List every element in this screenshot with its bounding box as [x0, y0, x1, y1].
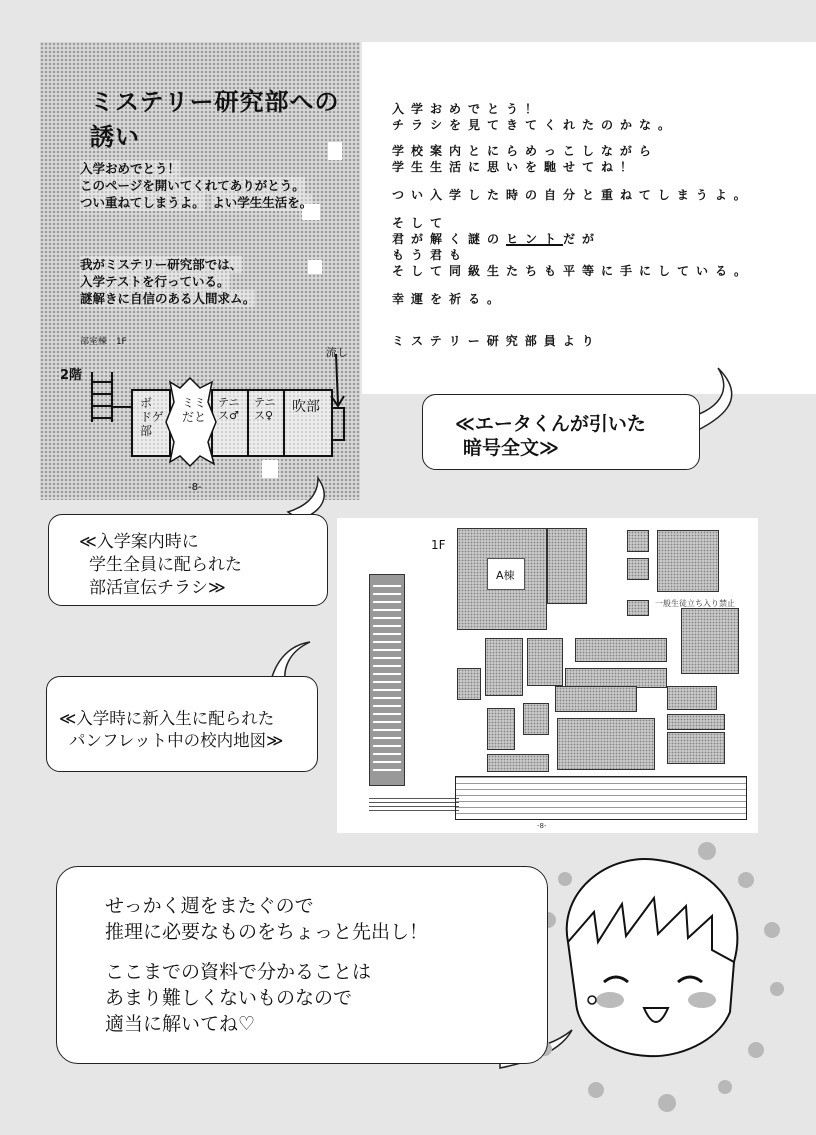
building: [667, 686, 717, 710]
cipher-line: そして同級生たちも平等に手にしている。: [392, 264, 754, 278]
cipher-line: もう君も: [392, 248, 469, 262]
author-note-bubble: [56, 866, 548, 1064]
building: [627, 530, 649, 552]
page-number: -8-: [537, 822, 547, 830]
caption-line: ≪エータくんが引いた: [455, 413, 646, 435]
building: [527, 638, 563, 686]
building-a-hall: [487, 558, 525, 590]
room-label: テニス♂: [218, 396, 240, 422]
flyer-line: 謎解きに自信のある人間求ム。: [80, 291, 256, 306]
building: [523, 703, 549, 735]
caption-line: 暗号全文≫: [463, 437, 559, 459]
building: [575, 638, 667, 662]
building: [547, 528, 587, 604]
building: [627, 558, 649, 580]
building: [681, 608, 739, 674]
flyer-caption-bubble: [48, 514, 328, 606]
cipher-line: チラシを見てきてくれたのかな。: [392, 118, 678, 132]
flyer-room-label: 部室棟 1F: [80, 337, 127, 347]
caption-line: 学生全員に配られた: [89, 555, 242, 575]
note-line: ここまでの資料で分かることは: [105, 961, 372, 983]
map-floor-label: 1F: [431, 538, 446, 552]
flyer-line: 入学おめでとう！: [80, 161, 181, 176]
building: [487, 754, 549, 772]
caption-line: 部活宣伝チラシ≫: [89, 578, 226, 598]
cipher-caption-bubble: [422, 394, 700, 470]
room-label: ボドゲ部: [140, 396, 164, 438]
cipher-line: 学生生活に思いを馳せてね！: [392, 160, 640, 174]
cipher-hint-line: 君が解く謎のヒントだが: [392, 232, 602, 246]
building: [555, 686, 637, 712]
cipher-line: つい入学した時の自分と重ねてしまうよ。: [392, 188, 753, 202]
cipher-line: 学校案内とにらめっこしながら: [392, 144, 658, 158]
building: [557, 718, 655, 770]
flyer-line: よい学生生活を。: [212, 195, 313, 210]
map-key: [455, 776, 747, 820]
building-a-label: A棟: [496, 569, 515, 582]
flyer-line: 入学テストを行っている。: [80, 274, 230, 289]
building: [667, 714, 725, 730]
page-number: -8-: [188, 482, 202, 493]
note-line: せっかく週をまたぐので: [105, 895, 314, 917]
hint-word: ヒント: [506, 232, 564, 246]
building: [565, 668, 667, 688]
building: [667, 732, 725, 764]
room-label: ミミだと: [182, 396, 207, 424]
flyer-line: このページを開いてくれてありがとう。: [80, 178, 305, 193]
flow-label: 流し: [326, 346, 348, 359]
school-map: [337, 518, 758, 833]
building: [657, 530, 719, 592]
building: [457, 668, 481, 700]
room-label: テニス♀: [254, 396, 276, 422]
floor-label: 2階: [60, 368, 83, 383]
cipher-line: 入学おめでとう！: [392, 102, 545, 116]
caption-line: ≪入学時に新入生に配られた: [59, 709, 275, 728]
note-line: 適当に解いてね♡: [105, 1013, 256, 1035]
flyer-line: 我がミステリー研究部では、: [80, 257, 243, 272]
cipher-line: 幸運を祈る。: [392, 292, 507, 306]
map-legend: [369, 574, 405, 786]
cipher-line: そして: [392, 216, 450, 230]
caption-line: パンフレット中の校内地図≫: [69, 731, 284, 750]
map-note: [369, 798, 459, 814]
building: [485, 638, 523, 696]
cipher-line: ミステリー研究部員より: [392, 334, 601, 348]
restricted-label: 一般生徒立ち入り禁止: [655, 599, 735, 608]
flyer-title: ミステリー研究部への誘い: [90, 88, 340, 151]
note-line: 推理に必要なものをちょっと先出し！: [105, 921, 429, 943]
room-label: 吹部: [292, 399, 320, 415]
note-line: あまり難しくないものなので: [105, 987, 353, 1009]
flyer-line: つい重ねてしまうよ。: [80, 195, 205, 210]
map-caption-bubble: [46, 676, 318, 772]
building: [627, 600, 649, 616]
building: [487, 708, 515, 750]
caption-line: ≪入学案内時に: [79, 532, 199, 552]
